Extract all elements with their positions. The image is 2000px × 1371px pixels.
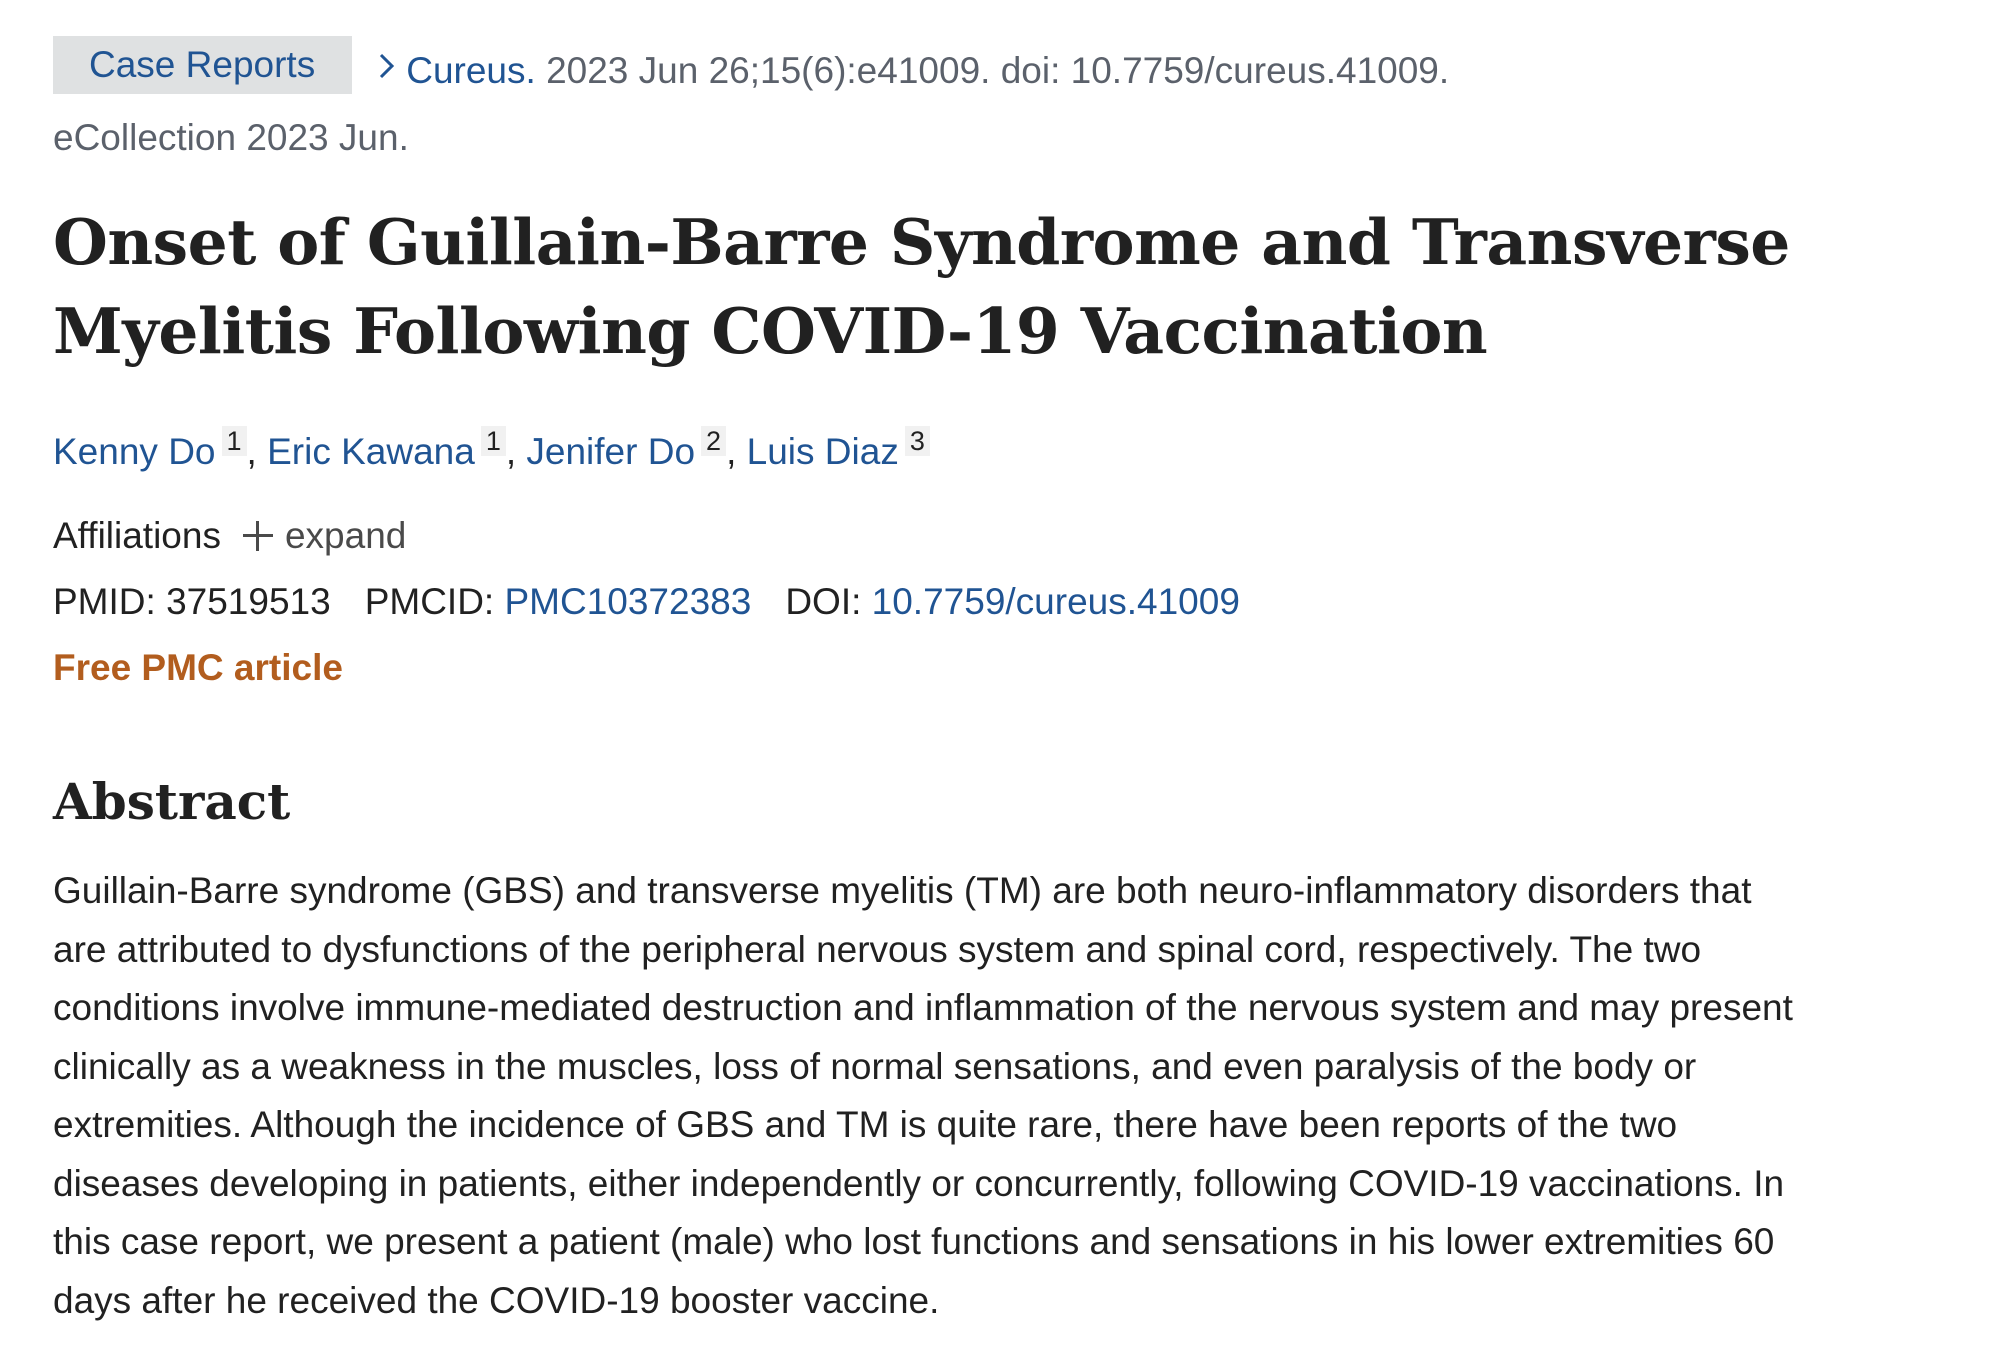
author-link[interactable]: Kenny Do (53, 431, 216, 472)
pmcid-item (365, 581, 752, 622)
ecollection-date: eCollection 2023 Jun. (53, 117, 409, 158)
plus-icon (243, 521, 273, 551)
affiliations-section (53, 510, 1813, 562)
pmid-value: 37519513 (166, 581, 331, 622)
pmcid-link[interactable]: PMC10372383 (504, 581, 752, 622)
article-citation (53, 36, 1813, 112)
pmid-label: PMID: (53, 581, 156, 622)
expand-label: expand (284, 515, 407, 556)
abstract-heading: Abstract (53, 772, 291, 831)
authors-list (53, 426, 1813, 478)
pmcid-label: PMCID: (364, 581, 495, 622)
author-link[interactable]: Luis Diaz (746, 431, 899, 472)
author-link[interactable]: Jenifer Do (526, 431, 696, 472)
publication-type-badge: Case Reports (53, 36, 352, 94)
free-pmc-article-link[interactable]: Free PMC article (53, 647, 343, 688)
affiliations-label: Affiliations (53, 515, 221, 556)
affiliation-number[interactable]: 1 (222, 426, 247, 456)
article-identifiers (53, 576, 1813, 628)
citation-details: 2023 Jun 26;15(6):e41009. doi: 10.7759/cureus.41009. (546, 50, 1450, 91)
author-link[interactable]: Eric Kawana (267, 431, 475, 472)
abstract-text: Guillain-Barre syndrome (GBS) and transverse myelitis (TM) are both neuro-inflammatory disorders that are attributed to dysfunctions of the peripheral nervous system and spinal cord, respectively. The two conditions involve immune-mediated destruction and inflammation of the nervous system and may present clinically as a weakness in the muscles, loss of normal sensations, and even paralysis of the body or extremities. Although the incidence of GBS and TM is quite rare, there have been reports of the two diseases developing in patients, either independently or concurrently, following COVID-19 vaccinations. In this case report, we present a patient (male) who lost functions and sensations in his lower extremities 60 days after he received the COVID-19 booster vaccine. (53, 870, 1793, 1321)
pmid-item (53, 581, 331, 622)
author-separator: , (505, 431, 527, 472)
doi-link[interactable]: 10.7759/cureus.41009 (871, 581, 1240, 622)
affiliation-number[interactable]: 3 (905, 426, 930, 456)
article-page (53, 36, 1813, 1330)
doi-item (785, 581, 1240, 622)
author-separator: , (246, 431, 268, 472)
affiliation-number[interactable]: 2 (701, 426, 726, 456)
journal-link[interactable]: Cureus. (406, 50, 536, 91)
affiliation-number[interactable]: 1 (481, 426, 506, 456)
author-separator: , (726, 431, 747, 472)
doi-label: DOI: (785, 581, 862, 622)
chevron-right-icon (376, 41, 398, 112)
article-title: Onset of Guillain-Barre Syndrome and Transverse Myelitis Following COVID-19 Vaccination (53, 205, 1790, 368)
expand-affiliations-button[interactable] (243, 510, 406, 562)
